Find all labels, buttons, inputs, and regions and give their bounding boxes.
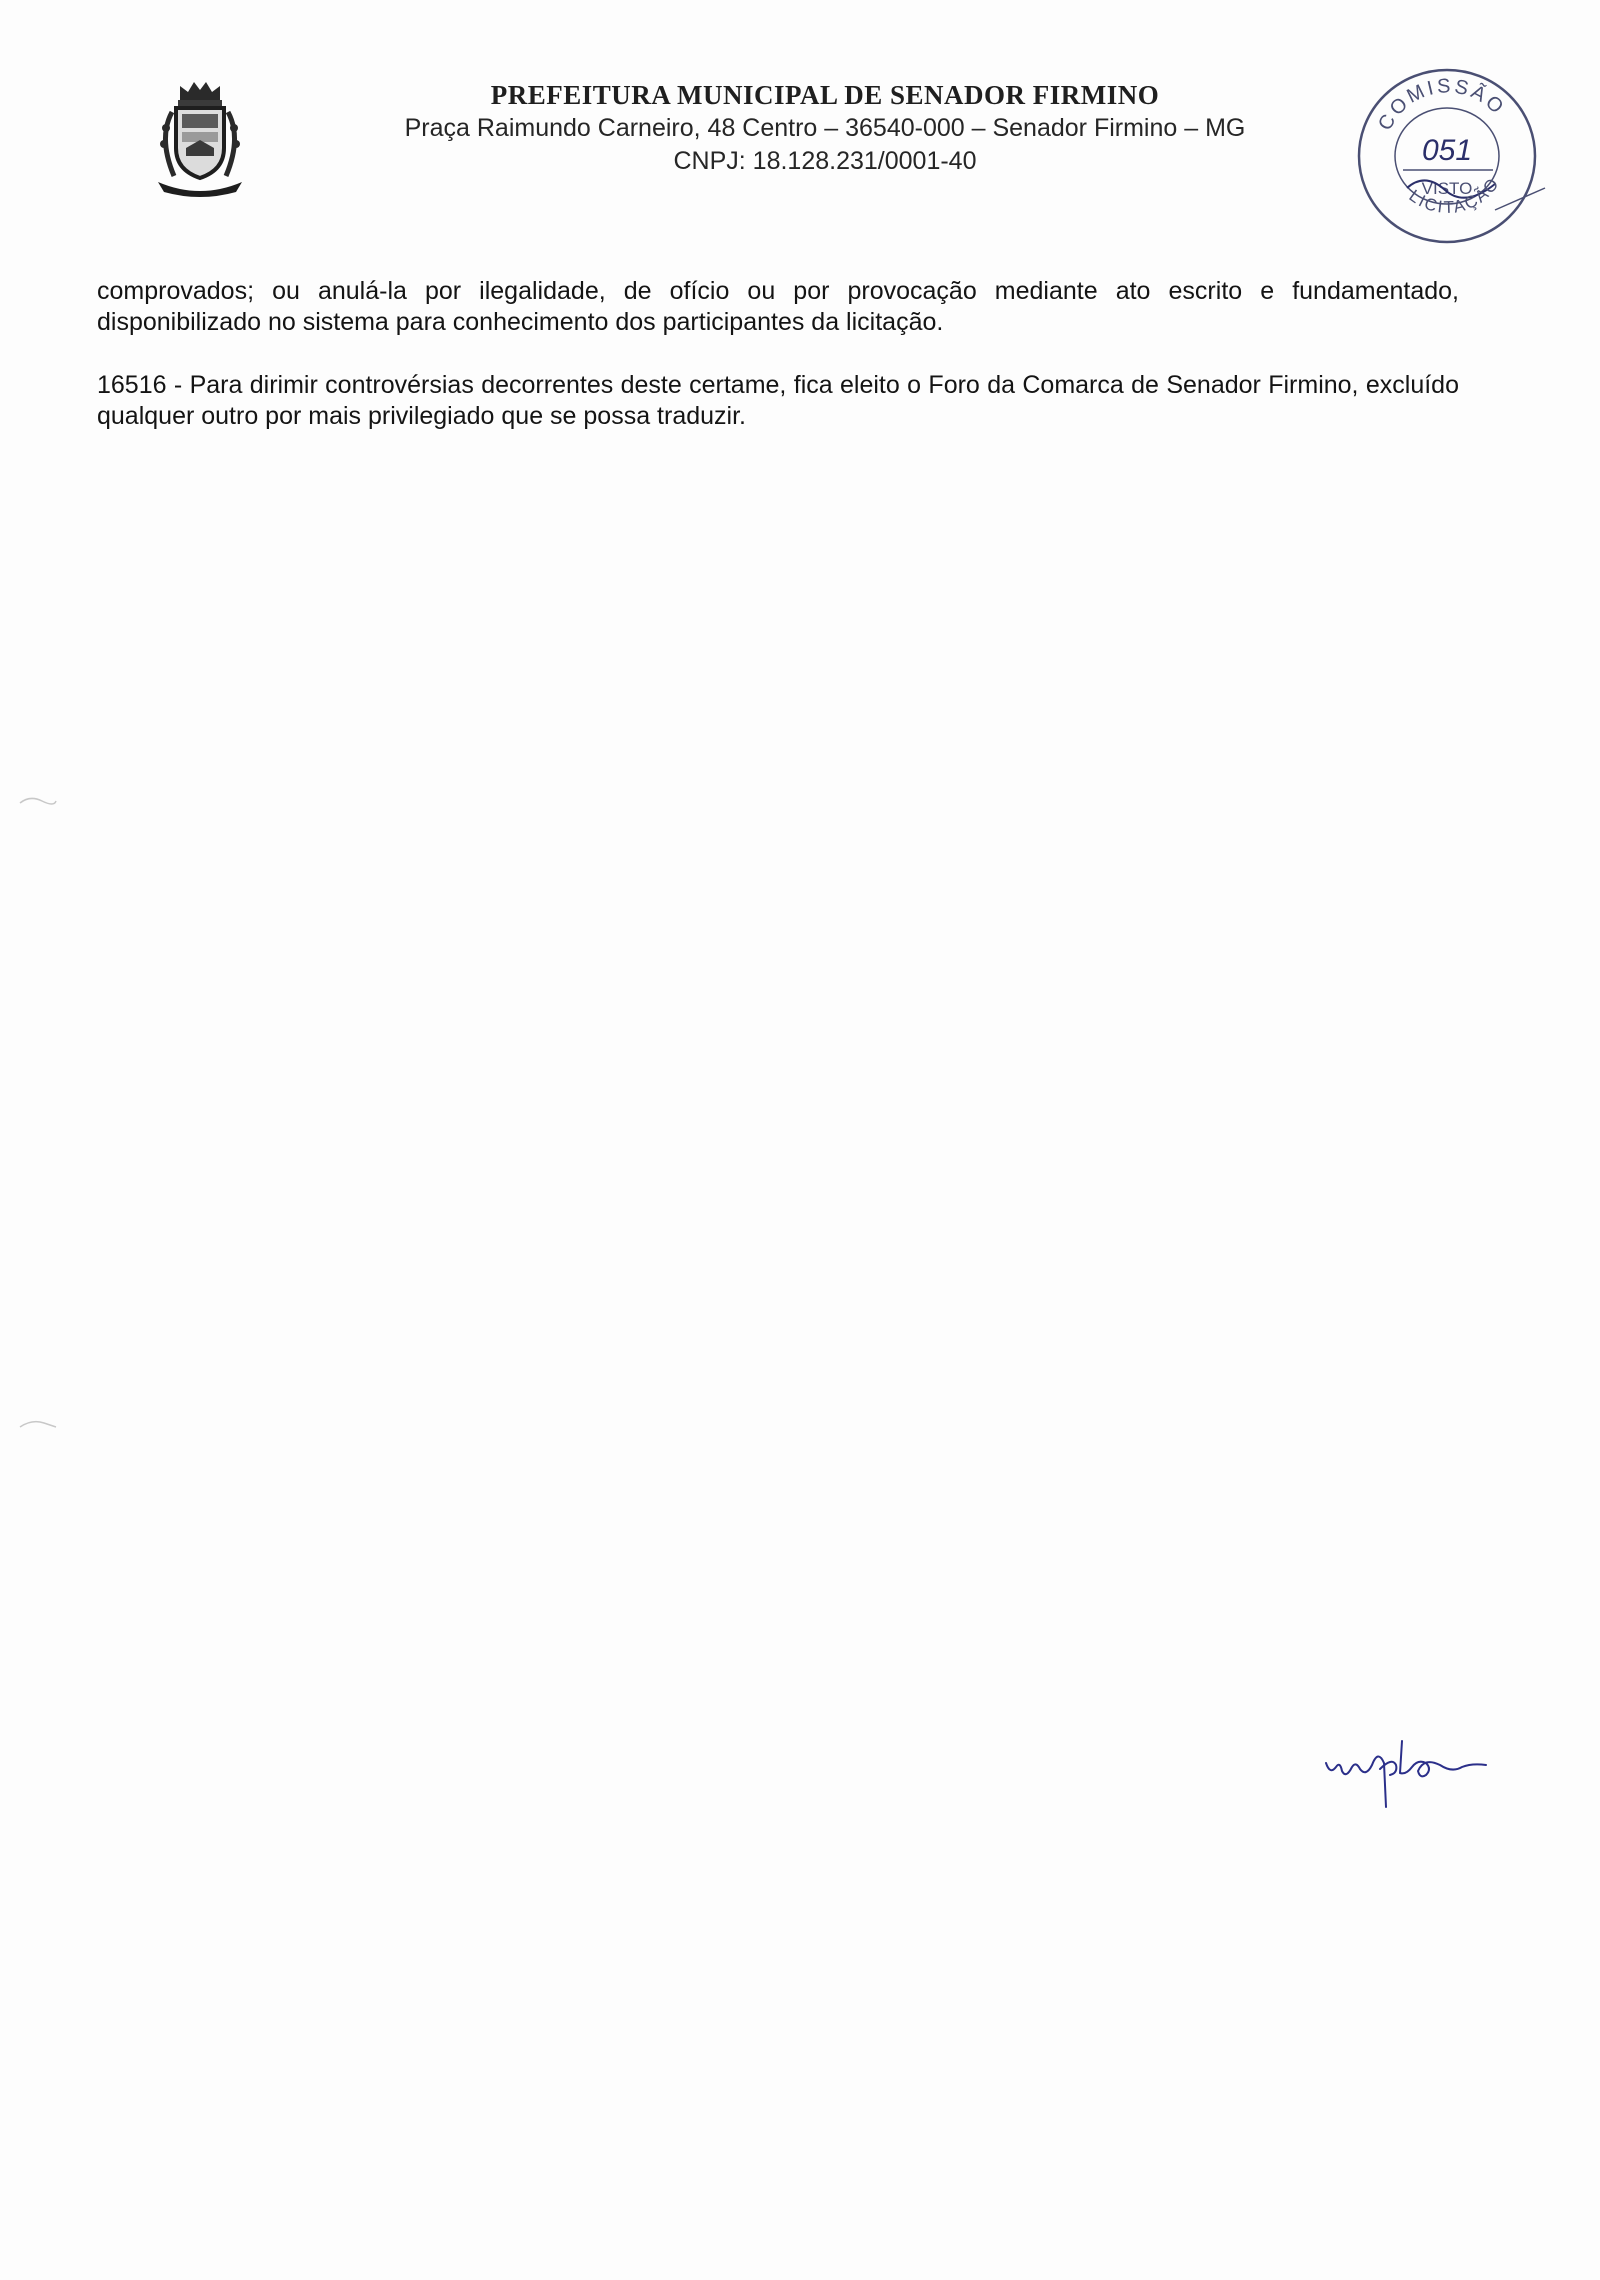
organization-address: Praça Raimundo Carneiro, 48 Centro – 36540-000 – Senador Firmino – MG xyxy=(404,114,1246,142)
letterhead xyxy=(340,78,1310,178)
commission-stamp xyxy=(1345,60,1550,250)
organization-name: PREFEITURA MUNICIPAL DE SENADOR FIRMINO xyxy=(490,80,1160,110)
stamp-number: 051 xyxy=(1421,134,1473,167)
stamp-middle-text: VISTO xyxy=(1421,179,1473,198)
scan-mark xyxy=(18,1417,58,1431)
stamp-top-text: COMISSÃO xyxy=(1374,75,1510,135)
handwritten-signature xyxy=(1322,1735,1492,1810)
stamp-bottom-text: LICITAÇÃO xyxy=(1405,173,1504,217)
organization-cnpj: CNPJ: 18.128.231/0001-40 xyxy=(673,147,977,175)
paragraph-continuation: comprovados; ou anulá-la por ilegalidade, de ofício ou por provocação mediante ato escrito e fundamentado, disponibilizado no sistema para conhecimento dos participantes da licitação. xyxy=(97,277,1459,336)
paragraph-jurisdiction: 16516 - Para dirimir controvérsias decorrentes deste certame, fica eleito o Foro da Comarca de Senador Firmino, excluído qualquer outro por mais privilegiado que se possa traduzir. xyxy=(97,371,1459,430)
scan-mark xyxy=(18,793,58,807)
coat-of-arms-icon xyxy=(150,78,250,198)
document-body xyxy=(97,276,1459,464)
svg-text:COMISSÃO xyxy=(1374,75,1509,134)
